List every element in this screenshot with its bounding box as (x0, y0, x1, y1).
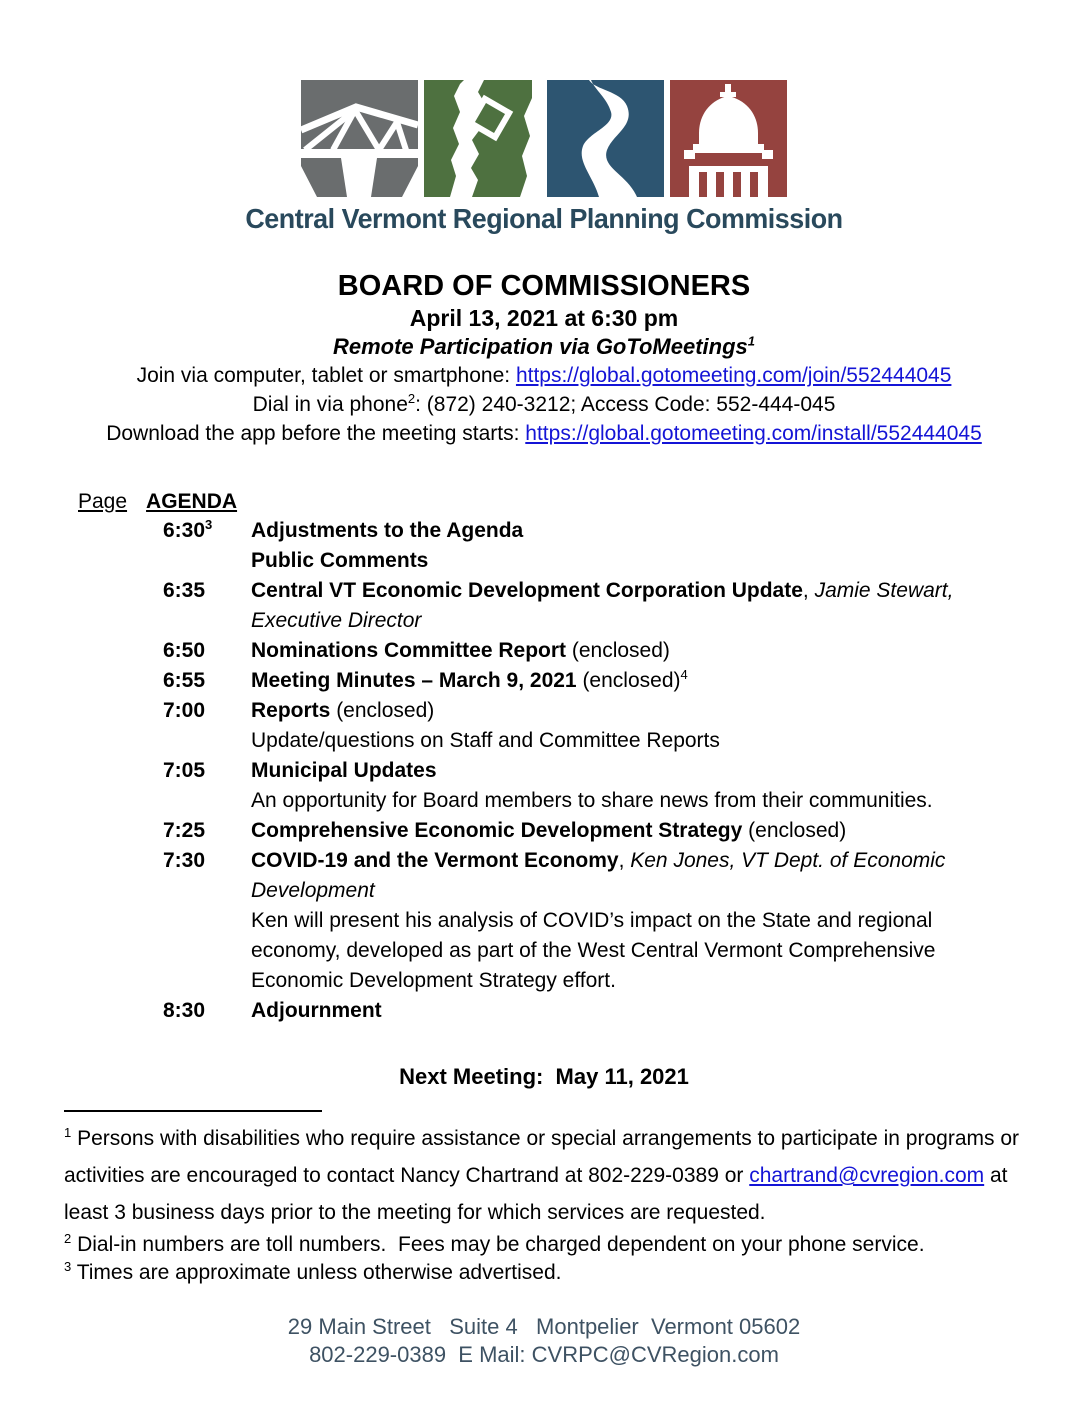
bridge-icon (301, 80, 418, 197)
document-header (0, 269, 1088, 448)
agenda-column-headers (64, 488, 1024, 516)
item-text: Nominations Committee Report (enclosed) (251, 639, 670, 662)
agenda-item (64, 696, 1024, 726)
page-cell (64, 846, 163, 906)
item-text: Ken will present his analysis of COVID’s impact on the State and regional economy, developed as part of the West Central Vermont Comprehensive Economic Development Strategy effort. (251, 909, 936, 992)
page-cell (64, 816, 163, 846)
item-time (163, 786, 251, 816)
item-time: 6:35 (163, 579, 206, 602)
page-cell (64, 756, 163, 786)
item-text: Municipal Updates (251, 759, 437, 782)
page-title: BOARD OF COMMISSIONERS (337, 270, 751, 302)
item-text: Update/questions on Staff and Committee Reports (251, 729, 720, 752)
item-text: Public Comments (251, 549, 429, 572)
page-cell (64, 546, 163, 576)
item-time: 7:25 (163, 819, 206, 842)
item-time (163, 546, 251, 576)
document-footer (0, 1313, 1088, 1369)
item-text: Meeting Minutes – March 9, 2021 (enclosed)$^4$ (251, 667, 688, 692)
page-cell (64, 906, 163, 996)
page-cell (64, 726, 163, 756)
agenda-item (64, 846, 1024, 906)
item-text: COVID-19 and the Vermont Economy, Ken Jones, VT Dept. of Economic Development (251, 849, 946, 902)
footnote-1: $^1$ Persons with disabilities who require assistance or special arrangements to participate in programs or activities are encouraged to contact Nancy Chartrand at 802-229-0389 or chartrand@cvregion.com at least 3 business days prior to the meeting for which services are requested. (64, 1125, 1020, 1224)
river-icon (547, 80, 664, 197)
agenda-item (64, 576, 1024, 636)
item-text: Reports (enclosed) (251, 699, 435, 722)
agenda-item (64, 726, 1024, 756)
item-text: Adjustments to the Agenda (251, 519, 524, 542)
org-name: Central Vermont Regional Planning Commission (245, 203, 843, 234)
agenda-item (64, 906, 1024, 996)
agenda-column-header: AGENDA (146, 490, 238, 513)
item-time (163, 906, 251, 996)
vermont-map-icon (424, 80, 541, 197)
item-time: 7:30 (163, 849, 206, 872)
item-time: 6:55 (163, 669, 206, 692)
footer-contact: 802-229-0389 E Mail: CVRPC@CVRegion.com (309, 1342, 779, 1367)
agenda-item (64, 546, 1024, 576)
item-text: Comprehensive Economic Development Strategy (enclosed) (251, 819, 847, 842)
footer-address: 29 Main Street Suite 4 Montpelier Vermont 05602 (287, 1314, 801, 1339)
page-cell (64, 786, 163, 816)
footnote-ref-1: 1 (747, 333, 756, 349)
next-meeting-line: Next Meeting: May 11, 2021 (399, 1064, 689, 1089)
page-cell (64, 516, 163, 546)
page-cell (64, 696, 163, 726)
item-time: $6:30^3$ (163, 517, 213, 542)
agenda-item (64, 666, 1024, 696)
meeting-datetime: April 13, 2021 at 6:30 pm (409, 305, 679, 331)
join-meeting-link[interactable]: https://global.gotomeeting.com/join/552444045 (515, 364, 952, 387)
agenda-item (64, 516, 1024, 546)
agenda-item (64, 786, 1024, 816)
footnote-2: $^2$ Dial-in numbers are toll numbers. Fees may be charged dependent on your phone service. (64, 1231, 925, 1256)
agenda-item (64, 636, 1024, 666)
item-time: 8:30 (163, 999, 206, 1022)
item-text: Central VT Economic Development Corporation Update, Jamie Stewart, Executive Director (251, 579, 954, 632)
page-cell (64, 636, 163, 666)
agenda-item (64, 756, 1024, 786)
org-logo (0, 80, 1088, 197)
item-text: An opportunity for Board members to share news from their communities. (251, 789, 933, 812)
agenda-item (64, 996, 1024, 1026)
contact-email-link[interactable]: chartrand@cvregion.com (749, 1164, 985, 1187)
remote-participation-line: Remote Participation via GoToMeetings$^1$ (332, 333, 756, 359)
footnote-ref-3: 3 (205, 517, 213, 532)
page-column-header: Page (78, 490, 128, 513)
item-time: 7:05 (163, 759, 206, 782)
download-line: Download the app before the meeting starts: https://global.gotomeeting.com/install/552444045 (106, 422, 982, 445)
page-cell (64, 666, 163, 696)
agenda-item (64, 816, 1024, 846)
footnote-ref-2: 2 (407, 391, 416, 406)
page-cell (64, 996, 163, 1026)
join-line: Join via computer, tablet or smartphone: https://global.gotomeeting.com/join/552444045 (136, 364, 952, 387)
item-time: 6:50 (163, 639, 206, 662)
item-text: Adjournment (251, 999, 382, 1022)
install-app-link[interactable]: https://global.gotomeeting.com/install/552444045 (525, 422, 982, 445)
item-time: 7:00 (163, 699, 206, 722)
footnote-ref-4: 4 (680, 667, 688, 682)
capitol-dome-icon (670, 80, 787, 197)
footnote-3: $^3$ Times are approximate unless otherwise advertised. (64, 1259, 562, 1284)
dial-line: Dial in via phone$^2$: (872) 240-3212; Access Code: 552-444-045 (252, 391, 836, 416)
footnote-separator (64, 1110, 322, 1112)
agenda-section (0, 488, 1088, 1287)
item-time (163, 726, 251, 756)
page-cell (64, 576, 163, 636)
